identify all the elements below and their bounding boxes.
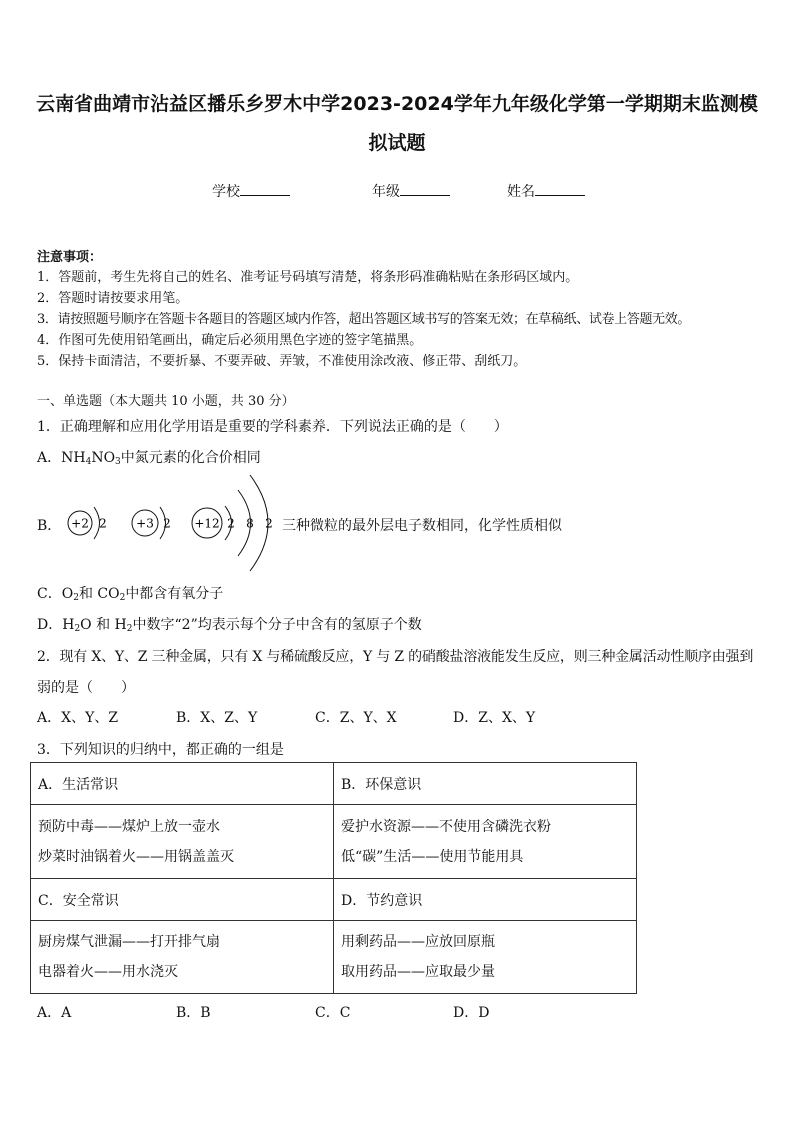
table-cell-a-head: A．生活常识 (31, 763, 334, 805)
nucleus-charge: +12 (194, 516, 220, 531)
shell-electrons: 2 (227, 516, 235, 531)
notice-item: 4．作图可先使用铅笔画出，确定后必须用黑色字迹的签字笔描黑。 (37, 333, 423, 348)
q1-option-c: C．$O_2$和 $CO_2$中都含有氧分子 (37, 586, 224, 603)
knowledge-table (30, 762, 637, 994)
table-cell-d-head: D．节约意识 (334, 879, 637, 921)
nucleus-charge: +3 (136, 516, 154, 531)
page-title: 云南省曲靖市沾益区播乐乡罗木中学2023-2024学年九年级化学第一学期期末监测模 (36, 93, 758, 115)
table-cell-c-head: C．安全常识 (31, 879, 334, 921)
table-cell-d-body: 用剩药品——应放回原瓶 取用药品——应取最少量 (334, 921, 637, 994)
grade-label: 年级 (372, 184, 400, 200)
shell-electrons: 8 (246, 516, 254, 531)
q1-option-d: D．$H_2O$ 和 $H_2$中数字“2”均表示每个分子中含有的氢原子个数 (37, 617, 422, 634)
school-field[interactable] (212, 181, 290, 201)
grade-blank[interactable] (400, 181, 450, 196)
name-label: 姓名 (507, 184, 535, 200)
notice-item: 5．保持卡面清洁，不要折暴、不要弄破、弄皱，不准使用涂改液、修正带、刮纸刀。 (37, 354, 527, 369)
q3-option-d[interactable]: D．D (453, 1005, 490, 1021)
question-3-stem: 3．下列知识的归纳中，都正确的一组是 (37, 742, 284, 758)
atom-diagram-2 (132, 507, 171, 539)
notice-item: 2．答题时请按要求用笔。 (37, 291, 189, 306)
shell-electrons: 2 (163, 516, 171, 531)
atom-structure-diagrams (60, 470, 285, 576)
nucleus-charge: +2 (71, 516, 89, 531)
notice-heading: 注意事项： (37, 250, 103, 265)
shell-electrons: 2 (265, 516, 273, 531)
grade-field[interactable] (372, 181, 450, 201)
table-cell-a-body: 预防中毒——煤炉上放一壶水 炒菜时油锅着火——用锅盖盖灭 (31, 805, 334, 879)
name-field[interactable] (507, 181, 585, 201)
school-label: 学校 (212, 184, 240, 200)
q3-option-a[interactable]: A．A (37, 1005, 72, 1021)
q2-option-d[interactable]: D．Z、X、Y (453, 710, 536, 726)
section-heading: 一、单选题（本大题共 10 小题，共 30 分） (37, 394, 295, 409)
q3-option-b[interactable]: B．B (176, 1005, 211, 1021)
question-1-stem: 1．正确理解和应用化学用语是重要的学科素养．下列说法正确的是（ ） (37, 419, 508, 435)
school-blank[interactable] (240, 181, 290, 196)
page-title-continued: 拟试题 (368, 132, 426, 154)
name-blank[interactable] (535, 181, 585, 196)
atom-diagram-1 (68, 507, 107, 539)
table-cell-c-body: 厨房煤气泄漏——打开排气扇 电器着火——用水浇灭 (31, 921, 334, 994)
q2-option-a[interactable]: A．X、Y、Z (37, 710, 119, 726)
q1-option-b-text: 三种微粒的最外层电子数相同，化学性质相似 (282, 518, 562, 534)
q3-option-c[interactable]: C．C (315, 1005, 351, 1021)
q1-option-a: A．$NH_4NO_3$中氮元素的化合价相同 (37, 450, 261, 467)
atom-diagram-3 (192, 475, 273, 571)
shell-electrons: 2 (99, 516, 107, 531)
notice-item: 3．请按照题号顺序在答题卡各题目的答题区域内作答，超出答题区域书写的答案无效；在草稿纸、试卷上答题无效。 (37, 312, 691, 327)
question-2-stem: 2．现有 X、Y、Z 三种金属，只有 X 与稀硫酸反应，Y 与 Z 的硝酸盐溶液能发生反应，则三种金属活动性顺序由强到 (37, 649, 754, 665)
table-cell-b-body: 爱护水资源——不使用含磷洗衣粉 低“碳”生活——使用节能用具 (334, 805, 637, 879)
table-cell-b-head: B．环保意识 (334, 763, 637, 805)
question-2-stem-continued: 弱的是（ ） (37, 680, 135, 696)
q1-option-b-label: B． (37, 518, 62, 534)
notice-item: 1．答题前，考生先将自己的姓名、准考证号码填写清楚，将条形码准确粘贴在条形码区域内。 (37, 270, 579, 285)
q2-option-c[interactable]: C．Z、Y、X (315, 710, 397, 726)
q2-option-b[interactable]: B．X、Z、Y (176, 710, 258, 726)
